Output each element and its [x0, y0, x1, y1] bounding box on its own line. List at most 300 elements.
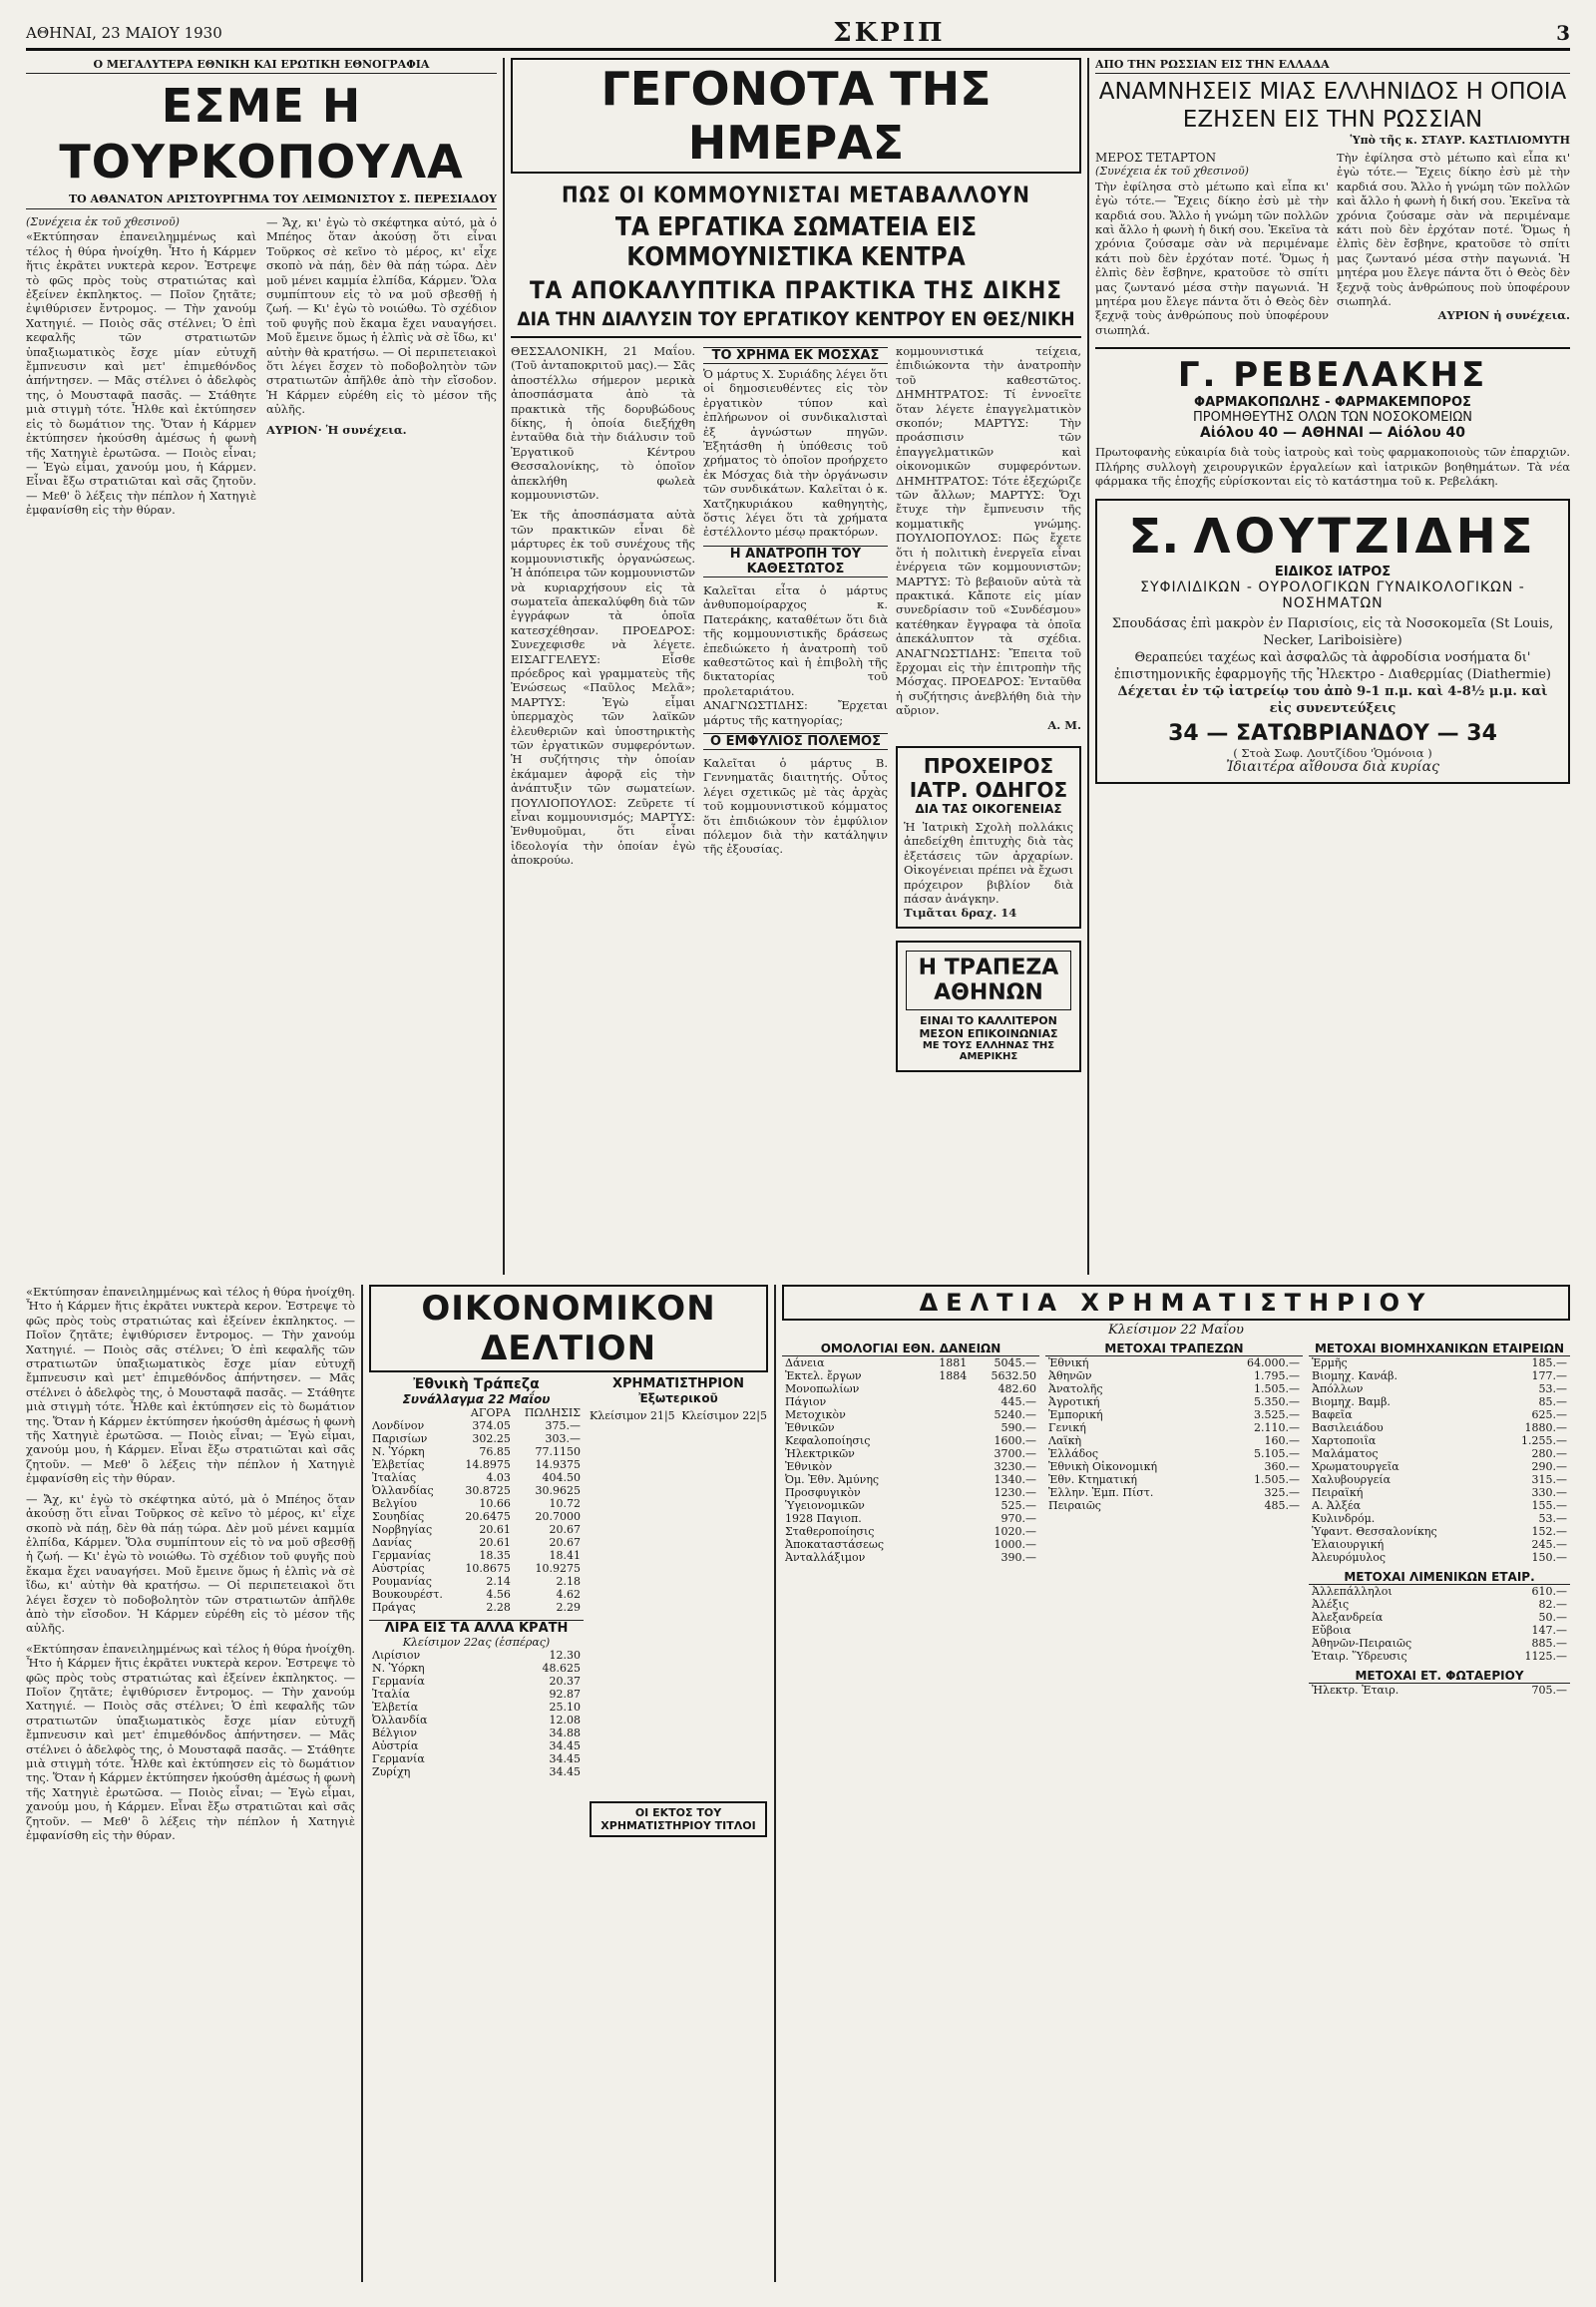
industry-row-cell: Κυλινδρόμ.	[1312, 1512, 1376, 1525]
lot-row-cell: Ζυρίχη	[372, 1765, 411, 1778]
lot-row-cell: Γερμανία	[372, 1752, 425, 1765]
rate-row-cell: Πράγας	[372, 1601, 416, 1614]
industry-row	[1309, 1395, 1570, 1408]
masthead	[26, 18, 1570, 51]
serial-text-b: — Ἄχ, κι' ἐγὼ τὸ σκέφτηκα αὐτό, μὰ ὁ Μπέηος ὅταν ἀκούσῃ ὅτι εἶναι Τοῦρκος σὲ κεῖνο τὸ μέρος, κι' εἶχε σκοπὸ νὰ πάῃ, δὲν θὰ πάῃ τώρα. Δὲν μοῦ μένει καμμία ἐλπίδα, Κάρμεν. Ὅλα συμπίπτουν εἰς τὸ να μοῦ σβεσθῇ ἡ ζωή. — Κι' ἐγὼ τὸ νοιώθω. Τὸ σχέδιον τοῦ φυγῆς ποὺ ἔκαμα ἔχει ναυαγήσει. Μοῦ ἔμεινε ὅμως ἡ ἐλπὶς νὰ σὲ ἴδω, κι' αὐτὴν θὰ κρατήσω. — Οἱ περιπετειακοὶ ὅτι λέγει ἔσχεν τὸ ποδοβολητὸν τῶν στρατιωτῶν ἀπῆλθε ἀπὸ τὴν εἴσοδον. Ἡ Κάρμεν εὑρέθη εἰς τὸ μέσον τῆς αὐλῆς.	[266, 215, 497, 417]
pharmacy-address: Αἰόλου 40 — ΑΘΗΝΑΙ — Αἰόλου 40	[1199, 425, 1466, 442]
rate-row-cell: Βελγίου	[372, 1497, 417, 1510]
trade-row-cell: 160.—	[1264, 1434, 1300, 1447]
headline-1: ΠΩΣ ΟΙ ΚΟΜΜΟΥΝΙΣΤΑΙ ΜΕΤΑΒΑΛΛΟΥΝ	[562, 184, 1030, 208]
loan-row-cell: Πάγιον	[785, 1395, 827, 1408]
trade-row-cell: 1.505.—	[1254, 1382, 1300, 1395]
rate-row-cell: Ὀλλανδίας	[372, 1484, 434, 1497]
doctor-address: 34 — ΣΑΤΩΒΡΙΑΝΔΟΥ — 34	[1168, 720, 1497, 746]
loan-row	[782, 1382, 1039, 1395]
loan-row-cell	[924, 1395, 970, 1408]
bourse-date: Κλείσιμον 22 Μαΐου	[1108, 1323, 1244, 1338]
lot-row-cell: Ὀλλανδία	[372, 1714, 428, 1727]
trade-row-cell: Ἀθηνῶν	[1048, 1369, 1092, 1382]
lots-date: Κλείσιμον 22ας (ἑσπέρας)	[402, 1636, 551, 1649]
loan-row-cell: Δάνεια	[785, 1356, 825, 1369]
news-column	[511, 58, 1081, 1275]
industry-row-cell: 245.—	[1531, 1538, 1567, 1551]
loan-row	[782, 1551, 1039, 1564]
lot-row	[369, 1752, 584, 1765]
loan-row-cell: 5632.50	[991, 1369, 1036, 1382]
lot-row	[369, 1701, 584, 1714]
other-row	[1309, 1637, 1570, 1650]
rate-row-cell: 374.05	[472, 1419, 511, 1432]
industry-row-cell: 53.—	[1538, 1512, 1567, 1525]
news-dateline: ΘΕΣΣΑΛΟΝΙΚΗ, 21 Μαΐου. (Τοῦ ἀνταποκριτοῦ μας).— Σᾶς ἀποστέλλω σήμερον μερικὰ ἀποσπάσματα ἀπὸ τὰ πρακτικὰ τῆς δορυβώδους δίκης, ἡ ὁποία διεξήχθη ἐνταῦθα διὰ τὴν διάλυσιν τοῦ Ἐργατικοῦ Κέντρου Θεσσαλονίκης, τὸ ὁποῖον ἀπεκλήθη φωλεὰ κομμουνιστῶν.	[511, 344, 695, 503]
loan-row-cell: 5240.—	[994, 1408, 1036, 1421]
trade-row	[1045, 1499, 1303, 1512]
pharmacy-supplier: ΠΡΟΜΗΘΕΥΤΗΣ ΟΛΩΝ ΤΩΝ ΝΟΣΟΚΟΜΕΙΩΝ	[1192, 410, 1473, 426]
lot-row-cell: 34.45	[549, 1765, 581, 1778]
photo-row-cell: Ἠλεκτρ. Ἐταιρ.	[1312, 1684, 1399, 1697]
rate-row-cell: Βουκουρέστ.	[372, 1588, 443, 1601]
lot-row-cell: 92.87	[549, 1688, 581, 1701]
trades-table	[1045, 1356, 1303, 1512]
industry-row-cell: Χαρτοποιΐα	[1312, 1434, 1377, 1447]
news-signature: Α. Μ.	[1047, 717, 1081, 732]
loan-row-cell	[924, 1512, 970, 1525]
russia-title: ΑΝΑΜΝΗΣΕΙΣ ΜΙΑΣ ΕΛΛΗΝΙΔΟΣ Η ΟΠΟΙΑ ΕΖΗΣΕΝ ΕΙΣ ΤΗΝ ΡΩΣΣΙΑΝ	[1098, 79, 1567, 133]
trade-row-cell: 2.110.—	[1254, 1421, 1300, 1434]
rate-row-cell: 20.61	[479, 1536, 511, 1549]
external-label: Ἐξωτερικοῦ	[638, 1391, 718, 1405]
industry-row-cell: Ἀλευρόμυλος	[1312, 1551, 1386, 1564]
industry-head: ΜΕΤΟΧΑΙ ΒΙΟΜΗΧΑΝΙΚΩΝ ΕΤΑΙΡΕΙΩΝ	[1309, 1342, 1570, 1356]
loan-row-cell: Μονοπωλίων	[785, 1382, 860, 1395]
trade-row-cell: Ἀγροτική	[1048, 1395, 1100, 1408]
russia-continued: (Συνέχεια ἐκ τοῦ χθεσινοῦ)	[1095, 165, 1249, 179]
trade-row-cell: 360.—	[1264, 1460, 1300, 1473]
news-body-4: Καλεῖται ὁ μάρτυς Β. Γεννηματᾶς διαιτητής. Οὗτος λέγει σχετικῶς μὲ τὰς ἀρχὰς τοῦ κομμουνιστικοῦ κόμματος ὅτι ἐπιδιώκουν τὸν ἐμφύλιον πόλεμον διὰ τὴν κατάληψιν τῆς ἐξουσίας.	[703, 755, 888, 857]
rate-row-cell: 20.7000	[535, 1510, 581, 1523]
industry-row-cell: 1.255.—	[1521, 1434, 1567, 1447]
lot-row-cell: 12.08	[549, 1714, 581, 1727]
rate-row-cell: 375.—	[545, 1419, 581, 1432]
serial-column	[26, 58, 497, 1275]
rate-row-cell: Ἐλβετίας	[372, 1458, 425, 1471]
industry-row-cell: 85.—	[1538, 1395, 1567, 1408]
lot-row	[369, 1662, 584, 1675]
loan-row-cell: 1600.—	[994, 1434, 1036, 1447]
loan-row	[782, 1434, 1039, 1447]
russia-signature: ΑΥΡΙΟΝ ἡ συνέχεια.	[1437, 308, 1570, 323]
serial-text-a-cont: «Εκτύπησαν ἐπανειλημμένως καὶ τέλος ἡ θύρα ἠνοίχθη. Ἦτο ἡ Κάρμεν ἥτις ἐκρᾶτει νυκτερὰ κερον. Ἐστρεψε τὸ φῶς πρὸς τοὺς στρατιώτας καὶ ἐξείνεν ἐκπληκτος. — Ποῖον ζητᾶτε; ἐψιθύρισεν ἔντρομος. — Τὴν χανούμ Χατηγιέ. — Ποιὸς σᾶς στέλνει; Ὁ ἐπὶ κεφαλῆς τῶν στρατιωτῶν ὑπαξιωματικὸς ἔσχε μίαν εὐτυχῆ ἔμπνευσιν καὶ μετ' ἐπιμεθόνδος ἀπήντησεν. — Μᾶς στέλνει ὁ ἀδελφὸς της, ὁ Μουσταφᾶ πασᾶς. — Στάθητε μιὰ στιγμὴ τότε. Ἦλθε καὶ ἐκτύπησεν εἰς τὸ δωμάτιον της. Ὅταν ἡ Κάρμεν ἐκτύπησεν ἠκούσθη ἀμέσως ἡ φωνὴ τῆς Χατηγιὲ ἐρωτῶσα. — Ποιὸς εἶναι; — Ἐγὼ εἶμαι, χανούμ μου, ἡ Κάρμεν. Εἶναι ἔξω στρατιῶται καὶ σᾶς ζητοῦν. — Μεθ' ὃ λέξεις τὴν πέπλον ἡ Χατηγιὲ ἐμφανίσθη εἰς τὴν θύραν.	[26, 1285, 355, 1486]
rate-row-cell: 76.85	[479, 1445, 511, 1458]
rate-row-cell: 4.56	[486, 1588, 511, 1601]
rate-row-cell: 20.61	[479, 1523, 511, 1536]
trade-row-cell: Ἀνατολῆς	[1048, 1382, 1103, 1395]
russia-text-2: Τὴν ἐφίλησα στὸ μέτωπο καὶ εἶπα κι' ἐγὼ τότε.— Ἔχεις δίκηο ἐσὺ μὲ τὴν καρδιά σου. Ἄλλο ἡ γνώμη τῶν πολλῶν καὶ ἄλλο ἡ φωνὴ ἡ δική σου. Ἐκεῖνα τὰ χρόνια ζούσαμε σὰν νὰ περιμέναμε κάτι ποὺ δὲν ἐρχόταν ποτέ. Ὅμως ἡ ἐλπὶς δὲν ἔσβηνε, κρατοῦσε τὸ σπίτι μας ζωντανό μέσα στὴν παγωνιά. Ἡ μητέρα μου ἔλεγε πάντα ὅτι ὁ Θεὸς δὲν ξεχνᾷ τοὺς ἀνθρώπους ποὺ ὑποφέρουν σιωπηλά.	[1337, 151, 1570, 309]
rate-row-cell: 10.9275	[535, 1562, 581, 1575]
loan-row-cell: Ἡλεκτρικῶν	[785, 1447, 855, 1460]
lot-row-cell: Βέλγιον	[372, 1727, 417, 1739]
loan-row-cell	[924, 1447, 970, 1460]
rate-row	[369, 1510, 584, 1523]
other-row	[1309, 1611, 1570, 1624]
trade-row-cell: 1.795.—	[1254, 1369, 1300, 1382]
photo-row-cell: 705.—	[1531, 1684, 1567, 1697]
industry-row-cell: 155.—	[1531, 1499, 1567, 1512]
industry-row-cell: 330.—	[1531, 1486, 1567, 1499]
rate-row	[369, 1523, 584, 1536]
closing-left: Κλείσιμον 21|5	[590, 1409, 675, 1422]
industry-row-cell: Πειραϊκή	[1312, 1486, 1364, 1499]
industry-table	[1309, 1356, 1570, 1564]
loan-row-cell: 1884	[939, 1369, 968, 1382]
loan-row-cell: 1928 Παγιοπ.	[785, 1512, 862, 1525]
trade-row-cell: Ἐθν. Κτηματική	[1048, 1473, 1138, 1486]
other-row-cell: 50.—	[1538, 1611, 1567, 1624]
industry-row-cell: Α. Ἀλξέα	[1312, 1499, 1362, 1512]
lot-row-cell: 34.45	[549, 1739, 581, 1752]
loan-row-cell: 1881	[939, 1356, 968, 1369]
loan-row	[782, 1408, 1039, 1421]
trade-row-cell: Ἐμπορική	[1048, 1408, 1103, 1421]
rate-row-cell: 2.14	[486, 1575, 511, 1588]
trade-row	[1045, 1460, 1303, 1473]
rate-row-cell: 20.6475	[465, 1510, 511, 1523]
rates-table	[369, 1406, 584, 1614]
industry-row-cell: Βιομηχ. Βαμβ.	[1312, 1395, 1391, 1408]
lot-row-cell: Αὐστρία	[372, 1739, 419, 1752]
industry-row-cell: Χαλυβουργεία	[1312, 1473, 1392, 1486]
loan-row-cell: 482.60	[998, 1382, 1036, 1395]
trade-row-cell: 3.525.—	[1254, 1408, 1300, 1421]
news-body-1: Ἐκ τῆς ἀποσπάσματα αὐτὰ τῶν πρακτικῶν εἶναι δὲ μάρτυρες ἐκ τοῦ συνέχους τῆς κομμουνιστικῆς ὀργανώσεως. Ἡ ἀπόπειρα τῶν κομμουνιστῶν νὰ κυριαρχήσουν εἰς τὰ σωματεῖα ἀπεκαλύφθη διὰ τῶν ἐγγράφων τὰ ὁποῖα κατεσχέθησαν. ΠΡΟΕΔΡΟΣ: Συνεχεφισθε νὰ λέγετε. ΕΙΣΑΓΓΕΛΕΥΣ: Εἶσθε πρόεδρος καὶ γραμματεὺς τῆς Ἑνώσεως «Παῦλος Μελᾶ»; ΜΑΡΤΥΣ: Ἐγὼ εἶμαι ὑπερμαχὸς τῶν λαϊκῶν ἐλευθεριῶν καὶ ὑποστηρικτὴς τῶν ἐργατικῶν συμφερόντων. Ἡ συζήτησις τὴν ὁποίαν ἐκάμαμεν ἀφορᾷ εἰς τὴν ἀνάπτυξιν τῶν σωματείων. ΠΟΥΛΙΟΠΟΥΛΟΣ: Ζεῦρετε τί εἶναι κομμουνισμός; ΜΑΡΤΥΣ: Ἐνθυμοῦμαι, ὅτι εἶναι ἰδεολογία τὴν ὁποίαν ἐγὼ ἀποκρούω.	[511, 508, 695, 868]
doctor-title: ΕΙΔΙΚΟΣ ΙΑΤΡΟΣ	[1274, 564, 1392, 579]
doctor-note: Ἰδιαιτέρα αἴθουσα διὰ κυρίας	[1226, 758, 1439, 775]
bank-line-2: ΜΕΣΟΝ ΕΠΙΚΟΙΝΩΝΙΑΣ	[919, 1026, 1058, 1040]
industry-row-cell: 280.—	[1531, 1447, 1567, 1460]
loan-row-cell	[924, 1551, 970, 1564]
loan-row-cell: 445.—	[1000, 1395, 1036, 1408]
bourse-header	[782, 1285, 1570, 1321]
page-number: 3	[1556, 21, 1570, 45]
lot-row	[369, 1675, 584, 1688]
medical-guide-box	[896, 746, 1081, 929]
loan-row-cell: Ἐκτελ. ἔργων	[785, 1369, 862, 1382]
loan-row-cell	[924, 1408, 970, 1421]
lot-row-cell: 34.88	[549, 1727, 581, 1739]
industry-row-cell: 315.—	[1531, 1473, 1567, 1486]
lot-row-cell: Ν. Ὑόρκη	[372, 1662, 425, 1675]
trades-head: ΜΕΤΟΧΑΙ ΤΡΑΠΕΖΩΝ	[1045, 1342, 1303, 1356]
bank-ad	[896, 941, 1081, 1072]
guide-price: Τιμᾶται δραχ. 14	[904, 906, 1017, 921]
rate-row-cell: 30.9625	[535, 1484, 581, 1497]
rates-header-cell	[369, 1406, 456, 1419]
russia-byline: Ὑπὸ τῆς κ. ΣΤΑΥΡ. ΚΑΣΤΙΛΙΟΜΥΤΗ	[1350, 134, 1570, 147]
industry-row-cell: Μαλάματος	[1312, 1447, 1379, 1460]
industry-row-cell: 625.—	[1531, 1408, 1567, 1421]
newspaper-brand: ΣΚΡΙΠ	[833, 18, 946, 48]
other-row-cell: 147.—	[1531, 1624, 1567, 1637]
trade-row-cell: 64.000.—	[1247, 1356, 1300, 1369]
rates-header-row	[369, 1406, 584, 1419]
rate-row-cell: Παρισίων	[372, 1432, 428, 1445]
serial-subtitle: ΤΟ ΑΘΑΝΑΤΟΝ ΑΡΙΣΤΟΥΡΓΗΜΑ ΤΟΥ ΛΕΙΜΩΝΙΣΤΟΥ Σ. ΠΕΡΕΣΙΑΔΟΥ	[26, 190, 497, 209]
industry-row	[1309, 1525, 1570, 1538]
loan-row-cell	[924, 1421, 970, 1434]
rate-row-cell: 20.67	[549, 1523, 581, 1536]
guide-text: Ἡ Ἰατρικὴ Σχολὴ πολλάκις ἀπεδείχθη ἐπιτυχὴς διὰ τὰς ἐξετάσεις τῶν ἀρχαρίων. Οἰκογένειαι πρέπει νὰ ἔχωσι πρόχειρον βιβλίον διὰ πάσαν ἀνάγκην.	[904, 819, 1073, 906]
doctor-name: ΛΟΥΤΖΙΔΗΣ	[1193, 508, 1537, 565]
bank-line-1: ΕΙΝΑΙ ΤΟ ΚΑΛΛΙΤΕΡΟΝ	[920, 1013, 1057, 1027]
industry-row-cell: Χρωματουργεῖα	[1312, 1460, 1399, 1473]
rate-row-cell: 20.67	[549, 1536, 581, 1549]
headline-4: ΔΙΑ ΤΗΝ ΔΙΑΛΥΣΙΝ ΤΟΥ ΕΡΓΑΤΙΚΟΥ ΚΕΝΤΡΟΥ ΕΝ ΘΕΣ/ΝΙΚΗ	[517, 308, 1075, 330]
loan-row	[782, 1460, 1039, 1473]
lot-row	[369, 1765, 584, 1778]
other-head: ΜΕΤΟΧΑΙ ΛΙΜΕΝΙΚΩΝ ΕΤΑΙΡ.	[1309, 1570, 1570, 1585]
guide-subtitle: ΔΙΑ ΤΑΣ ΟΙΚΟΓΕΝΕΙΑΣ	[915, 801, 1062, 816]
rate-row	[369, 1536, 584, 1549]
lot-row	[369, 1714, 584, 1727]
serial-continued: (Συνέχεια ἐκ τοῦ χθεσινοῦ)	[26, 215, 180, 228]
loan-row-cell	[924, 1525, 970, 1538]
outside-titles	[590, 1801, 767, 1837]
economic-header	[369, 1285, 768, 1372]
other-row	[1309, 1624, 1570, 1637]
industry-row	[1309, 1473, 1570, 1486]
rate-row-cell: 10.72	[549, 1497, 581, 1510]
loan-row	[782, 1369, 1039, 1382]
lot-row-cell: 48.625	[542, 1662, 581, 1675]
serial-continuation	[26, 1285, 355, 2282]
other-row	[1309, 1585, 1570, 1598]
headline-3: ΤΑ ΑΠΟΚΑΛΥΠΤΙΚΑ ΠΡΑΚΤΙΚΑ ΤΗΣ ΔΙΚΗΣ	[529, 276, 1063, 304]
other-row	[1309, 1598, 1570, 1611]
loan-row-cell: 3230.—	[994, 1460, 1036, 1473]
photo-row	[1309, 1684, 1570, 1697]
industry-row	[1309, 1356, 1570, 1369]
trade-row	[1045, 1356, 1303, 1369]
closing-right: Κλείσιμον 22|5	[681, 1409, 767, 1422]
loan-row-cell: 1230.—	[994, 1486, 1036, 1499]
industry-row	[1309, 1499, 1570, 1512]
news-body-2: Ὁ μάρτυς Χ. Συριάδης λέγει ὅτι οἱ δημοσιευθέντες εἰς τὸν ἐργατικὸν τύπον καὶ ἐπλήρωνον οἱ συνδικαλισταὶ ἐξ ἀγνώστων πηγῶν. Ἐξητάσθη ἡ ὑπόθεσις τοῦ χρήματος τὸ ὁποῖον προήρχετο ἐκ Μόσχας διὰ τὴν ὀργάνωσιν τῶν συνδικάτων. Καλεῖται ὁ κ. Χατζηκυριάκου καθηγητὴς, ὅστις λέγει ὅτι τὰ χρήματα ἐστέλλοντο μέσῳ πρακτόρων.	[703, 367, 888, 540]
industry-row-cell: Ἑρμῆς	[1312, 1356, 1348, 1369]
industry-row-cell: 1880.—	[1524, 1421, 1567, 1434]
rate-row-cell: Γερμανίας	[372, 1549, 431, 1562]
industry-row	[1309, 1551, 1570, 1564]
trade-row	[1045, 1434, 1303, 1447]
column-divider	[774, 1285, 776, 2282]
industry-row	[1309, 1486, 1570, 1499]
lot-row-cell: 12.30	[549, 1649, 581, 1662]
economic-bulletin	[369, 1285, 768, 2282]
trade-row-cell: Λαϊκὴ	[1048, 1434, 1082, 1447]
loans-table	[782, 1356, 1039, 1564]
loan-row	[782, 1538, 1039, 1551]
industry-row	[1309, 1434, 1570, 1447]
serial-text-a: «Εκτύπησαν ἐπανειλημμένως καὶ τέλος ἡ θύρα ἠνοίχθη. Ἦτο ἡ Κάρμεν ἥτις ἐκρᾶτει νυκτερὰ κερον. Ἐστρεψε τὸ φῶς πρὸς τοὺς στρατιώτας καὶ ἐξείνεν ἐκπληκτος. — Ποῖον ζητᾶτε; ἐψιθύρισεν ἔντρομος. — Τὴν χανούμ Χατηγιέ. — Ποιὸς σᾶς στέλνει; Ὁ ἐπὶ κεφαλῆς τῶν στρατιωτῶν ὑπαξιωματικὸς ἔσχε μίαν εὐτυχῆ ἔμπνευσιν καὶ μετ' ἐπιμεθόνδος ἀπήντησεν. — Μᾶς στέλνει ὁ ἀδελφὸς της, ὁ Μουσταφᾶ πασᾶς. — Στάθητε μιὰ στιγμὴ τότε. Ἦλθε καὶ ἐκτύπησεν εἰς τὸ δωμάτιον της. Ὅταν ἡ Κάρμεν ἐκτύπησεν ἠκούσθη ἀμέσως ἡ φωνὴ τῆς Χατηγιὲ ἐρωτῶσα. — Ποιὸς εἶναι; — Ἐγὼ εἶμαι, χανούμ μου, ἡ Κάρμεν. Εἶναι ἔξω στρατιῶται καὶ σᾶς ζητοῦν. — Μεθ' ὃ λέξεις τὴν πέπλον ἡ Χατηγιὲ ἐμφανίσθη εἰς τὴν θύραν.	[26, 229, 256, 518]
loan-row	[782, 1421, 1039, 1434]
rate-row-cell: 2.28	[486, 1601, 511, 1614]
trade-row-cell: Ἐλλην. Ἐμπ. Πίστ.	[1048, 1486, 1154, 1499]
rate-row-cell: 18.41	[549, 1549, 581, 1562]
rate-row	[369, 1601, 584, 1614]
rates-header-cell: ΠΩΛΗΣΙΣ	[524, 1406, 581, 1419]
bourse-title: ΔΕΛΤΙΑ ΧΡΗΜΑΤΙΣΤΗΡΙΟΥ	[919, 1289, 1433, 1317]
loan-row-cell: Ἀποκαταστάσεως	[785, 1538, 884, 1551]
russia-text: Τὴν ἐφίλησα στὸ μέτωπο καὶ εἶπα κι' ἐγὼ τότε.— Ἔχεις δίκηο ἐσὺ μὲ τὴν καρδιά σου. Ἄλλο ἡ γνώμη τῶν πολλῶν καὶ ἄλλο ἡ φωνὴ ἡ δική σου. Ἐκεῖνα τὰ χρόνια ζούσαμε σὰν νὰ περιμέναμε κάτι ποὺ δὲν ἐρχόταν ποτέ. Ὅμως ἡ ἐλπὶς δὲν ἔσβηνε, κρατοῦσε τὸ σπίτι μας ζωντανό μέσα στὴν παγωνιά. Ἡ μητέρα μου ἔλεγε πάντα ὅτι ὁ Θεὸς δὲν ξεχνᾷ τοὺς ἀνθρώπους ποὺ ὑποφέρουν σιωπηλά.	[1095, 179, 1329, 337]
bank-title: Η ΤΡΑΠΕΖΑ ΑΘΗΝΩΝ	[906, 951, 1071, 1010]
trade-row-cell: Ἐθνική	[1048, 1356, 1089, 1369]
misc-title: ΧΡΗΜΑΤΙΣΤΗΡΙΟΝ	[611, 1376, 745, 1391]
doctor-hours: Δέχεται ἐν τῷ ἰατρείῳ του ἀπὸ 9-1 π.μ. καὶ 4-8½ μ.μ. καὶ εἰς συνεντεύξεις	[1117, 683, 1548, 716]
rate-row	[369, 1419, 584, 1432]
loan-row-cell: Προσφυγικὸν	[785, 1486, 861, 1499]
subhead-overthrow: Η ΑΝΑΤΡΟΠΗ ΤΟΥ ΚΑΘΕΣΤΩΤΟΣ	[703, 546, 888, 577]
lot-row-cell: Ἐλβετία	[372, 1701, 419, 1714]
trade-row	[1045, 1421, 1303, 1434]
serial-banner: Ο ΜΕΓΑΛΥΤΕΡΑ ΕΘΝΙΚΗ ΚΑΙ ΕΡΩΤΙΚΗ ΕΘΝΟΓΡΑΦΙΑ	[26, 58, 497, 74]
industry-row-cell: Βαφεῖα	[1312, 1408, 1353, 1421]
bank-label: Ἐθνικὴ Τράπεζα	[413, 1376, 540, 1392]
rate-row	[369, 1458, 584, 1471]
loan-row	[782, 1512, 1039, 1525]
newspaper-page	[26, 18, 1570, 2292]
loan-row-cell: 3700.—	[994, 1447, 1036, 1460]
industry-row	[1309, 1382, 1570, 1395]
pharmacy-ad	[1095, 355, 1570, 488]
doctor-therapy: Θεραπεύει ταχέως καὶ ἀσφαλῶς τὰ ἀφροδίσια νοσήματα δι' ἐπιστημονικῆς ἐφαρμογῆς τῆς Ἠλεκτρο - Διαθερμίας (Diathermie)	[1114, 649, 1551, 682]
loan-row-cell	[924, 1434, 970, 1447]
loan-row	[782, 1499, 1039, 1512]
industry-row-cell: Ἐλαιουργική	[1312, 1538, 1385, 1551]
rate-row-cell: Σουηδίας	[372, 1510, 425, 1523]
rate-row-cell: 14.8975	[465, 1458, 511, 1471]
loan-row-cell: 970.—	[1000, 1512, 1036, 1525]
loan-row-cell: Ἐθνικὸν	[785, 1460, 833, 1473]
lot-row	[369, 1688, 584, 1701]
news-section-header	[511, 58, 1081, 174]
rate-row-cell: 10.66	[479, 1497, 511, 1510]
loan-row-cell: Ἀνταλλάξιμον	[785, 1551, 866, 1564]
rate-row-cell: 18.35	[479, 1549, 511, 1562]
trade-row	[1045, 1408, 1303, 1421]
loan-row	[782, 1356, 1039, 1369]
other-row	[1309, 1650, 1570, 1663]
trade-row	[1045, 1486, 1303, 1499]
lot-row-cell: Ἰταλία	[372, 1688, 410, 1701]
industry-row-cell: 152.—	[1531, 1525, 1567, 1538]
news-body-3: Καλεῖται εἶτα ὁ μάρτυς ἀνθυπομοίραρχος κ. Πατεράκης, καταθέτων ὅτι διὰ τῆς κομμουνιστικῆς δράσεως ἐπεδιώκετο ἡ ἀνατροπὴ τοῦ καθεστῶτος καὶ ἡ ἐπιβολὴ τῆς δικτατορίας τοῦ προλεταριάτου. ΑΝΑΓΝΩΣΤΙΔΗΣ: Ἔρχεται μάρτυς τῆς κατηγορίας;	[703, 582, 888, 727]
serial-text-b-cont: — Ἄχ, κι' ἐγὼ τὸ σκέφτηκα αὐτό, μὰ ὁ Μπέηος ὅταν ἀκούσῃ ὅτι εἶναι Τοῦρκος σὲ κεῖνο τὸ μέρος, κι' εἶχε σκοπὸ νὰ πάῃ, δὲν θὰ πάῃ τώρα. Δὲν μοῦ μένει καμμία ἐλπίδα, Κάρμεν. Ὅλα συμπίπτουν εἰς τὸ να μοῦ σβεσθῇ ἡ ζωή. — Κι' ἐγὼ τὸ νοιώθω. Τὸ σχέδιον τοῦ φυγῆς ποὺ ἔκαμα ἔχει ναυαγήσει. Μοῦ ἔμεινε ὅμως ἡ ἐλπὶς νὰ σὲ ἴδω, κι' αὐτὴν θὰ κρατήσω. — Οἱ περιπετειακοὶ ὅτι λέγει ἔσχεν τὸ ποδοβολητὸν τῶν στρατιωτῶν ἀπῆλθε ἀπὸ τὴν εἴσοδον. Ἡ Κάρμεν εὑρέθη εἰς τὸ μέσον τῆς αὐλῆς.	[26, 1491, 355, 1636]
column-divider	[361, 1285, 363, 2282]
loan-row-cell: Ὑγειονομικῶν	[785, 1499, 865, 1512]
doctor-specialty: ΣΥΦΙΛΙΔΙΚΩΝ - ΟΥΡΟΛΟΓΙΚΩΝ ΓΥΝΑΙΚΟΛΟΓΙΚΩΝ - ΝΟΣΗΜΑΤΩΝ	[1140, 578, 1525, 611]
rate-row-cell: 4.62	[556, 1588, 581, 1601]
loan-row-cell: 1340.—	[994, 1473, 1036, 1486]
subhead-money: ΤΟ ΧΡΗΜΑ ΕΚ ΜΟΣΧΑΣ	[703, 347, 888, 364]
other-row-cell: 885.—	[1531, 1637, 1567, 1650]
rate-row-cell: 77.1150	[535, 1445, 581, 1458]
loan-row-cell: Ὀμ. Ἐθν. Ἀμύνης	[785, 1473, 880, 1486]
loan-row-cell: 1020.—	[994, 1525, 1036, 1538]
industry-row	[1309, 1512, 1570, 1525]
other-row-cell: Εὔβοια	[1312, 1624, 1352, 1637]
rate-row-cell: 404.50	[542, 1471, 581, 1484]
trade-row-cell: 485.—	[1264, 1499, 1300, 1512]
industry-row	[1309, 1408, 1570, 1421]
other-row-cell: Ἀλέξις	[1312, 1598, 1350, 1611]
loan-row-cell	[924, 1499, 970, 1512]
russia-part: ΜΕΡΟΣ ΤΕΤΑΡΤΟΝ	[1095, 151, 1217, 165]
column-divider	[1087, 58, 1089, 1275]
rate-row	[369, 1562, 584, 1575]
trade-row-cell: Γενική	[1048, 1421, 1086, 1434]
industry-row-cell: 177.—	[1531, 1369, 1567, 1382]
industry-row	[1309, 1369, 1570, 1382]
trade-row-cell: 325.—	[1264, 1486, 1300, 1499]
loan-row-cell: Ἐθνικῶν	[785, 1421, 835, 1434]
loan-row-cell: Σταθεροποίησις	[785, 1525, 875, 1538]
serial-title: ΕΣΜΕ Η ΤΟΥΡΚΟΠΟΥΛΑ	[59, 79, 464, 189]
loan-row-cell	[924, 1382, 970, 1395]
rate-row	[369, 1497, 584, 1510]
outside-titles-label: ΟΙ ΕΚΤΟΣ ΤΟΥ ΧΡΗΜΑΤΙΣΤΗΡΙΟΥ ΤΙΤΛΟΙ	[600, 1806, 756, 1832]
photo-table	[1309, 1684, 1570, 1697]
lots-table	[369, 1649, 584, 1778]
pharmacy-name: Γ. ΡΕΒΕΛΑΚΗΣ	[1177, 355, 1488, 396]
loan-row	[782, 1486, 1039, 1499]
rate-row-cell: Ἰταλίας	[372, 1471, 417, 1484]
trade-row-cell: 5.105.—	[1254, 1447, 1300, 1460]
rates-header-cell: ΑΓΟΡΑ	[470, 1406, 511, 1419]
rate-row	[369, 1432, 584, 1445]
industry-row-cell: 185.—	[1531, 1356, 1567, 1369]
industry-row	[1309, 1421, 1570, 1434]
trade-row-cell: 1.505.—	[1254, 1473, 1300, 1486]
loan-row-cell: Μετοχικὸν	[785, 1408, 846, 1421]
lots-title: ΛΙΡΑ ΕΙΣ ΤΑ ΑΛΛΑ ΚΡΑΤΗ	[369, 1620, 584, 1636]
loans-head: ΟΜΟΛΟΓΙΑΙ ΕΘΝ. ΔΑΝΕΙΩΝ	[782, 1342, 1039, 1356]
doctor-ad	[1095, 499, 1570, 785]
loan-row	[782, 1525, 1039, 1538]
trade-row	[1045, 1473, 1303, 1486]
lot-row	[369, 1739, 584, 1752]
industry-row-cell: Ὑφαντ. Θεσσαλονίκης	[1312, 1525, 1437, 1538]
rate-row	[369, 1484, 584, 1497]
economic-title: ΟΙΚΟΝΟΜΙΚΟΝ ΔΕΛΤΙΟΝ	[421, 1289, 716, 1368]
rate-row-cell: Ν. Ὑόρκη	[372, 1445, 425, 1458]
other-table	[1309, 1585, 1570, 1663]
lot-row	[369, 1649, 584, 1662]
rate-row-cell: 2.29	[556, 1601, 581, 1614]
loan-row-cell	[924, 1538, 970, 1551]
lot-row-cell: Λιρίσιον	[372, 1649, 421, 1662]
other-row-cell: Ἀλλεπάλληλοι	[1312, 1585, 1393, 1598]
loan-row-cell	[924, 1460, 970, 1473]
loan-row-cell	[924, 1486, 970, 1499]
loan-row-cell: 590.—	[1000, 1421, 1036, 1434]
doctor-studies: Σπουδάσας ἐπὶ μακρὸν ἐν Παρισίοις, εἰς τὰ Νοσοκομεῖα (St Louis, Necker, Lariboisière)	[1111, 615, 1554, 648]
rate-row-cell: Αὐστρίας	[372, 1562, 425, 1575]
pharmacy-trade: ΦΑΡΜΑΚΟΠΩΛΗΣ - ΦΑΡΜΑΚΕΜΠΟΡΟΣ	[1194, 395, 1471, 411]
loan-row-cell: 5045.—	[994, 1356, 1036, 1369]
loan-row-cell: Κεφαλοποίησις	[785, 1434, 871, 1447]
loan-row	[782, 1395, 1039, 1408]
guide-title: ΠΡΟΧΕΙΡΟΣ ΙΑΤΡ. ΟΔΗΓΟΣ	[909, 753, 1068, 802]
lot-row-cell: Γερμανία	[372, 1675, 425, 1688]
